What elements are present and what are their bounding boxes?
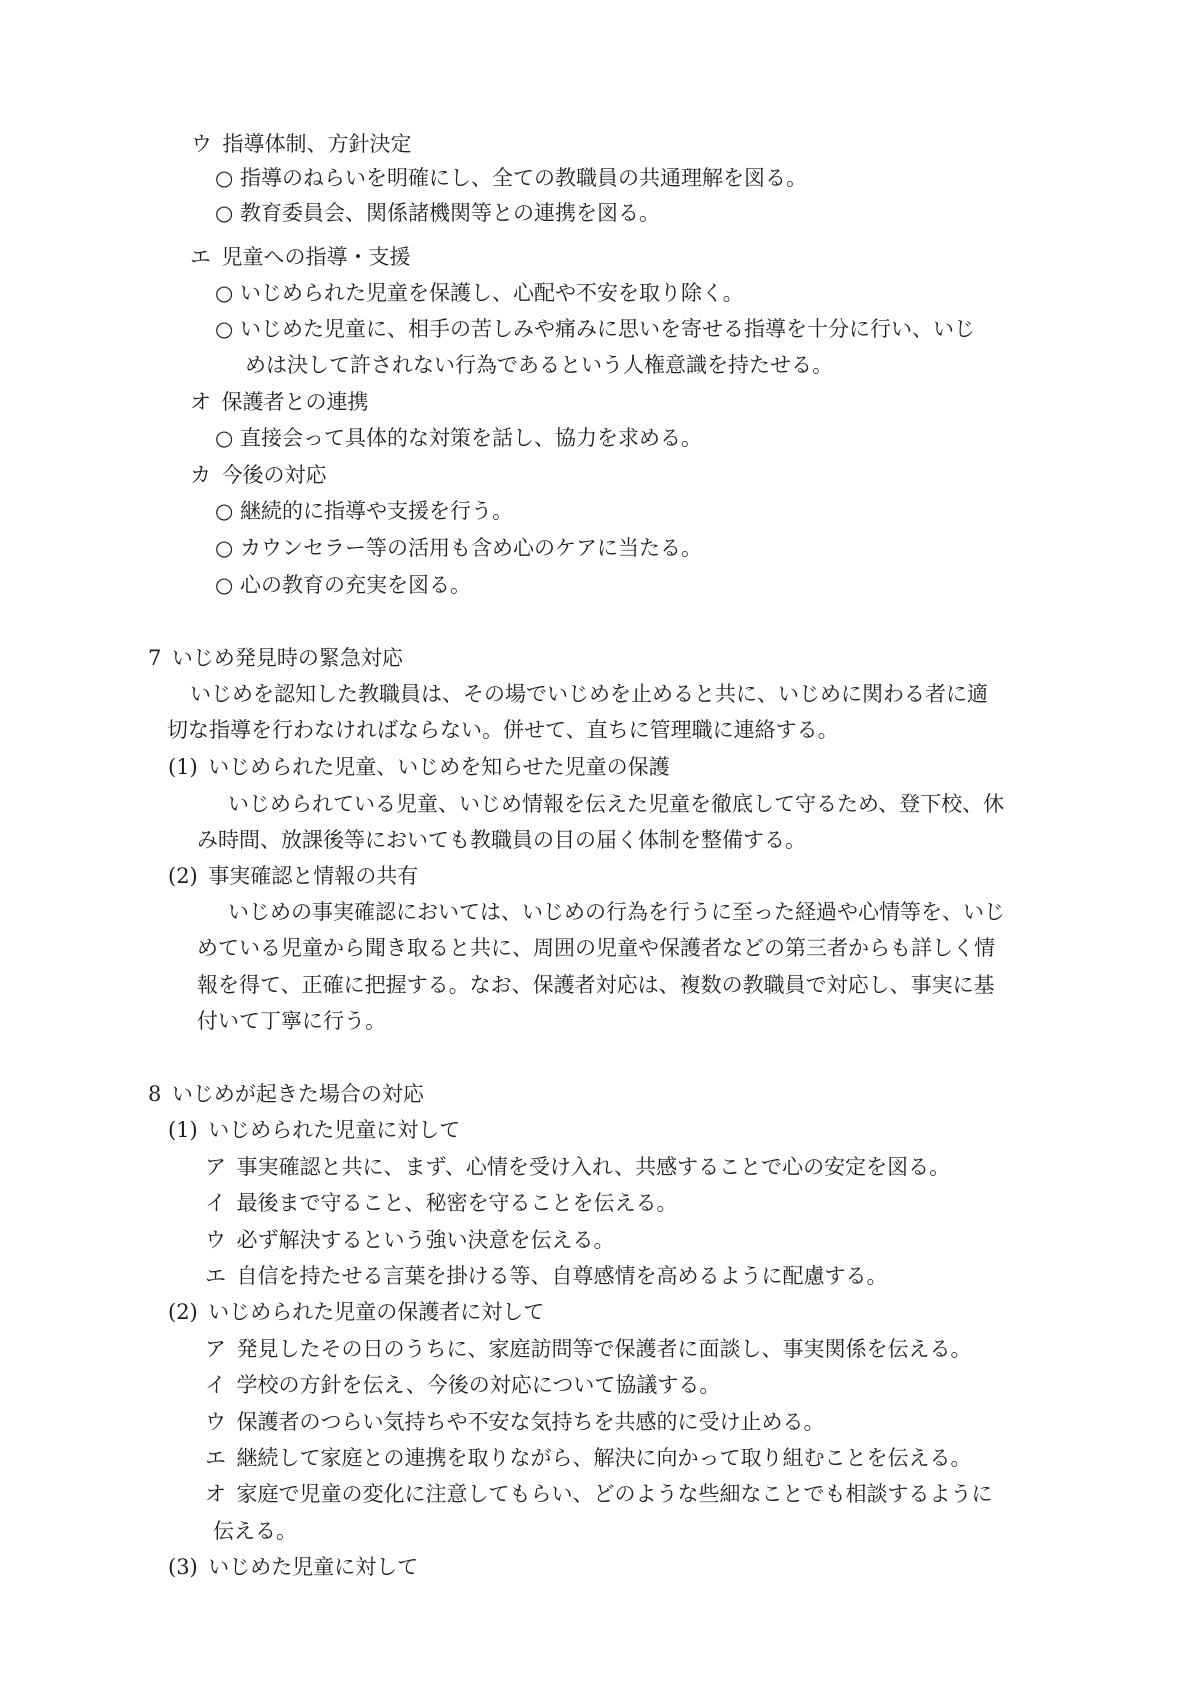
section-number: 7	[148, 646, 162, 670]
circle-bullet-icon: ○	[215, 426, 234, 450]
item-marker: イ	[205, 1373, 226, 1397]
subsection-number: (1)	[168, 755, 198, 779]
circle-bullet-icon: ○	[215, 201, 234, 225]
subsection-title: いじめられた児童に対して	[208, 1118, 461, 1142]
subsection-title: 事実確認と情報の共有	[208, 864, 419, 888]
item-marker: オ	[205, 1482, 226, 1506]
section-title: いじめ発見時の緊急対応	[171, 646, 403, 670]
section-7-heading	[148, 643, 403, 673]
subsection-heading	[168, 861, 418, 891]
bullet-line: ○ いじめられた児童を保護し、心配や不安を取り除く。	[215, 281, 744, 305]
circle-bullet-icon: ○	[215, 166, 234, 190]
list-item: ア 事実確認と共に、まず、心情を受け入れ、共感することで心の安定を図る。	[205, 1155, 951, 1179]
item-u-heading	[191, 129, 412, 159]
list-item: イ 最後まで守ること、秘密を守ることを伝える。	[205, 1191, 678, 1215]
section-title: いじめが起きた場合の対応	[171, 1082, 424, 1106]
item-o-heading	[190, 387, 369, 417]
item-ka-heading	[190, 460, 327, 490]
paragraph-line: 報を得て、正確に把握する。なお、保護者対応は、複数の教職員で対応し、事実に基	[197, 973, 995, 997]
subsection-heading	[168, 1552, 418, 1582]
list-item: ア 発見したその日のうちに、家庭訪問等で保護者に面談し、事実関係を伝える。	[205, 1337, 972, 1361]
subsection-heading	[168, 1115, 460, 1145]
subsection-heading	[168, 752, 670, 782]
item-marker: エ	[205, 1264, 226, 1288]
bullet-line: ○ 指導のねらいを明確にし、全ての教職員の共通理解を図る。	[215, 166, 808, 190]
item-marker: イ	[205, 1191, 226, 1215]
item-marker: ウ	[191, 132, 212, 156]
bullet-line: ○ 心の教育の充実を図る。	[215, 573, 472, 597]
item-marker: ア	[205, 1337, 226, 1361]
bullet-line: ○ いじめた児童に、相手の苦しみや痛みに思いを寄せる指導を十分に行い、いじ	[215, 317, 976, 341]
list-item: エ 継続して家庭との連携を取りながら、解決に向かって取り組むことを伝える。	[205, 1446, 972, 1470]
subsection-number: (1)	[168, 1118, 198, 1142]
list-item-continuation: 伝える。	[213, 1519, 297, 1543]
item-marker: ウ	[205, 1228, 226, 1252]
circle-bullet-icon: ○	[215, 536, 234, 560]
bullet-line: ○ 継続的に指導や支援を行う。	[215, 499, 514, 523]
paragraph-line: めている児童から聞き取ると共に、周囲の児童や保護者などの第三者からも詳しく情	[197, 936, 995, 960]
paragraph-line: 付いて丁寧に行う。	[197, 1009, 386, 1033]
section-8-heading	[148, 1079, 424, 1109]
circle-bullet-icon: ○	[215, 499, 234, 523]
circle-bullet-icon: ○	[215, 317, 234, 341]
item-marker: ウ	[205, 1410, 226, 1434]
list-item: ウ 必ず解決するという強い決意を伝える。	[205, 1228, 615, 1252]
item-title: 指導体制、方針決定	[222, 132, 412, 156]
bullet-line: ○ 教育委員会、関係諸機関等との連携を図る。	[215, 201, 661, 225]
paragraph-line: 切な指導を行わなければならない。併せて、直ちに管理職に連絡する。	[167, 718, 839, 742]
paragraph-line: いじめを認知した教職員は、その場でいじめを止めると共に、いじめに関わる者に適	[190, 682, 988, 706]
bullet-continuation: めは決して許されない行為であるという人権意識を持たせる。	[245, 353, 833, 377]
subsection-title: いじめられた児童、いじめを知らせた児童の保護	[208, 755, 670, 779]
bullet-line: ○ 直接会って具体的な対策を話し、協力を求める。	[215, 426, 703, 450]
item-e-heading	[190, 242, 411, 272]
subsection-title: いじめられた児童の保護者に対して	[208, 1300, 545, 1324]
subsection-number: (2)	[168, 864, 198, 888]
item-marker: カ	[190, 463, 211, 487]
item-title: 児童への指導・支援	[221, 245, 411, 269]
item-marker: エ	[190, 245, 211, 269]
list-item: ウ 保護者のつらい気持ちや不安な気持ちを共感的に受け止める。	[205, 1410, 825, 1434]
item-marker: ア	[205, 1155, 226, 1179]
paragraph-line: いじめの事実確認においては、いじめの行為を行うに至った経過や心情等を、いじ	[228, 900, 1005, 924]
list-item: オ 家庭で児童の変化に注意してもらい、どのような些細なことでも相談するように	[205, 1482, 993, 1506]
list-item: エ 自信を持たせる言葉を掛ける等、自尊感情を高めるように配慮する。	[205, 1264, 888, 1288]
section-number: 8	[148, 1082, 162, 1106]
circle-bullet-icon: ○	[215, 573, 234, 597]
item-title: 保護者との連携	[221, 390, 369, 414]
subsection-heading	[168, 1297, 544, 1327]
paragraph-line: いじめられている児童、いじめ情報を伝えた児童を徹底して守るため、登下校、休	[228, 792, 1005, 816]
item-marker: オ	[190, 390, 211, 414]
list-item: イ 学校の方針を伝え、今後の対応について協議する。	[205, 1373, 721, 1397]
subsection-number: (2)	[168, 1300, 198, 1324]
paragraph-line: み時間、放課後等においても教職員の目の届く体制を整備する。	[197, 828, 806, 852]
item-title: 今後の対応	[221, 463, 327, 487]
bullet-line: ○ カウンセラー等の活用も含め心のケアに当たる。	[215, 536, 703, 560]
subsection-title: いじめた児童に対して	[208, 1555, 419, 1579]
subsection-number: (3)	[168, 1555, 198, 1579]
item-marker: エ	[205, 1446, 226, 1470]
circle-bullet-icon: ○	[215, 281, 234, 305]
